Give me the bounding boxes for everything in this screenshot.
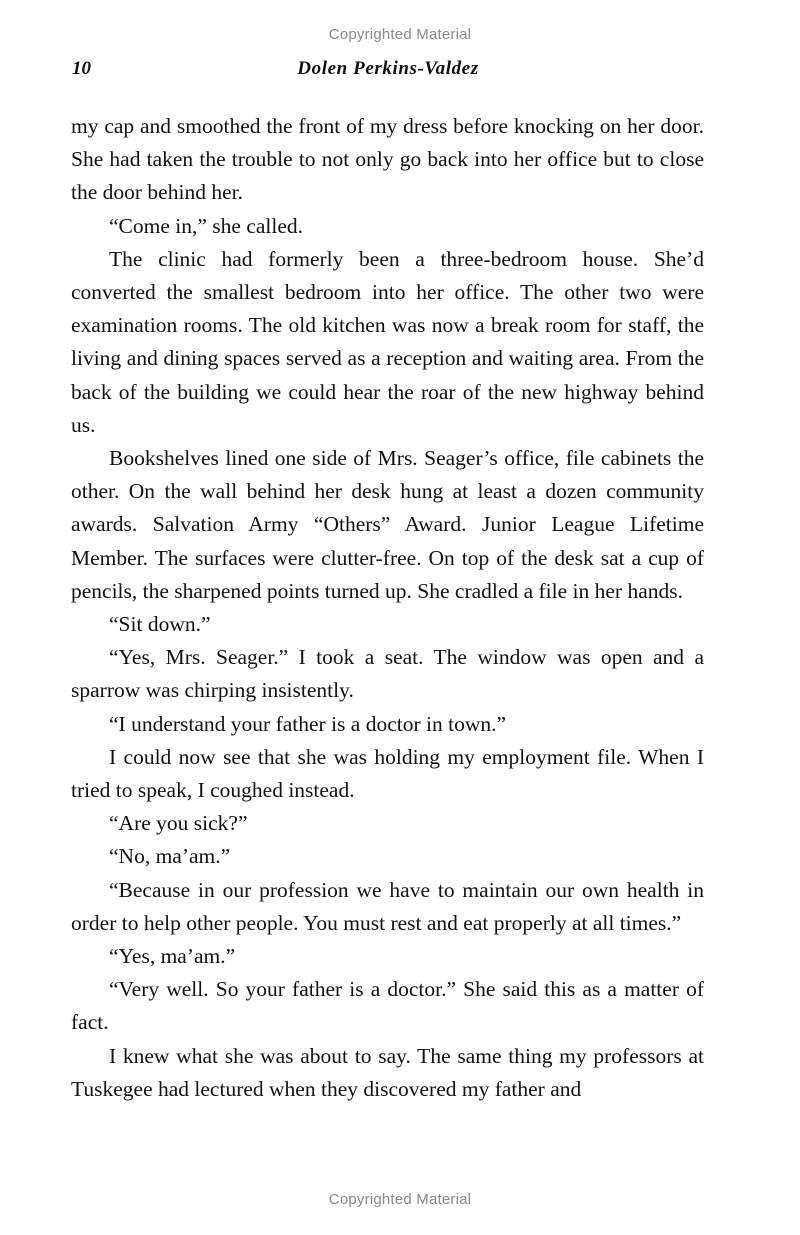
paragraph: “Sit down.”: [109, 612, 211, 637]
paragraph: I could now see that she was holding my employment file. When I tried to speak, I coughed instead.: [71, 744, 704, 803]
paragraph: “No, ma’am.”: [109, 844, 231, 869]
paragraph: my cap and smoothed the front of my dress before knocking on her door. She had taken the trouble to not only go back into her office but to close the door behind her.: [71, 114, 704, 205]
copyright-watermark-top: Copyrighted Material: [328, 26, 472, 43]
paragraph: “I understand your father is a doctor in town.”: [109, 711, 507, 736]
paragraph: “Yes, ma’am.”: [109, 944, 236, 969]
paragraph: “Are you sick?”: [109, 811, 248, 836]
paragraph: Bookshelves lined one side of Mrs. Seager’s office, file cabinets the other. On the wall behind her desk hung at least a dozen community awards. Salvation Army “Others” Award. Junior League Lifetime Member. The surfaces were clutter-free. On top of the desk sat a cup of pencils, the sharpened points turned up. She cradled a file in her hands.: [71, 446, 704, 603]
running-header: [72, 58, 704, 82]
paragraph: “Because in our profession we have to maintain our own health in order to help other people. You must rest and eat properly at all times.”: [71, 877, 704, 935]
paragraph: “Yes, Mrs. Seager.” I took a seat. The window was open and a sparrow was chirping insistently.: [71, 645, 704, 703]
paragraph: “Come in,” she called.: [109, 213, 304, 238]
page-number: 10: [72, 58, 91, 79]
paragraph: The clinic had formerly been a three-bedroom house. She’d converted the smallest bedroom into her office. The other two were examination rooms. The old kitchen was now a break room for staff, the living and dining spaces served as a reception and waiting area. From the back of the building we could hear the roar of the new highway behind us.: [71, 246, 704, 437]
paragraph: “Very well. So your father is a doctor.” She said this as a matter of fact.: [71, 977, 704, 1035]
paragraph: I knew what she was about to say. The same thing my professors at Tuskegee had lectured when they discovered my father and: [71, 1043, 704, 1101]
author-name: Dolen Perkins-Valdez: [297, 58, 479, 79]
copyright-watermark-bottom: Copyrighted Material: [328, 1191, 472, 1208]
body-text: [71, 110, 704, 1106]
